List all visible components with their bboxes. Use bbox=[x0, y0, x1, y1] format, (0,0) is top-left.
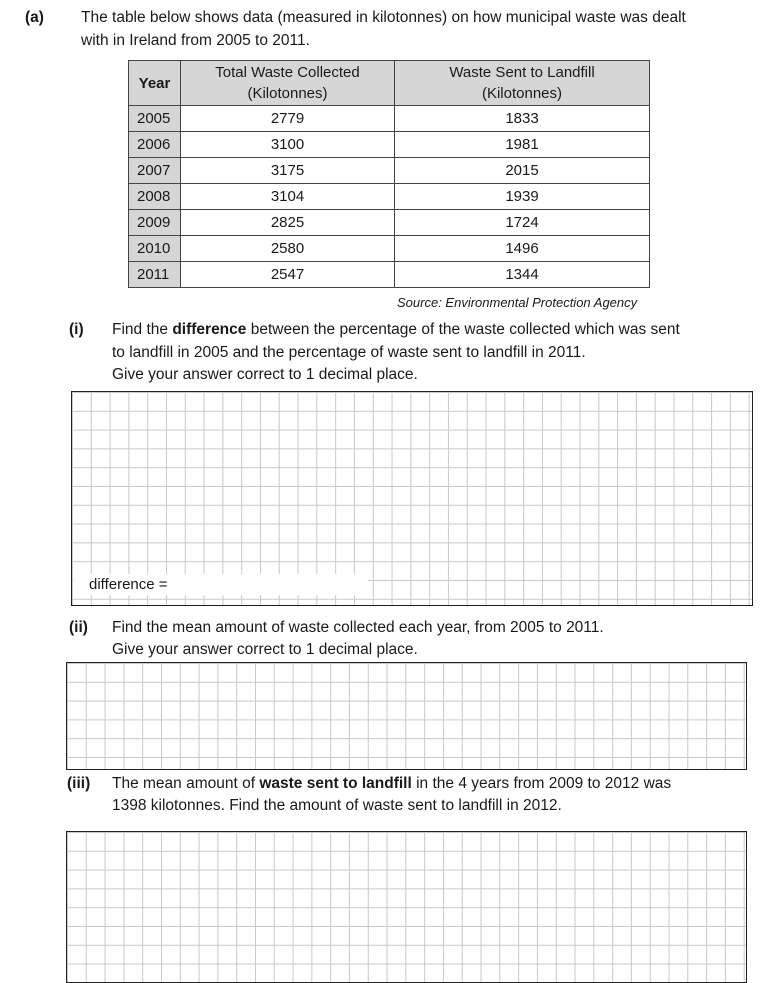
cell-landfill: 1939 bbox=[395, 184, 650, 210]
q-i-line-1 bbox=[112, 321, 680, 339]
header-total-waste bbox=[181, 61, 395, 106]
waste-data-table bbox=[128, 60, 650, 288]
part-a-label: (a) bbox=[25, 9, 44, 26]
q-iii-line-1 bbox=[112, 775, 671, 793]
q-ii-line-1: Find the mean amount of waste collected each year, from 2005 to 2011. bbox=[112, 619, 604, 636]
q-i-text-post: between the percentage of the waste collected which was sent bbox=[246, 321, 680, 338]
answer-grid-iii[interactable] bbox=[66, 831, 747, 983]
cell-landfill: 2015 bbox=[395, 158, 650, 184]
header-year: Year bbox=[129, 61, 181, 106]
q-iii-line-2: 1398 kilotonnes. Find the amount of waste sent to landfill in 2012. bbox=[112, 797, 562, 814]
q-ii-line-2: Give your answer correct to 1 decimal place. bbox=[112, 641, 418, 658]
table-row bbox=[129, 184, 650, 210]
q-i-line-2: to landfill in 2005 and the percentage of waste sent to landfill in 2011. bbox=[112, 344, 586, 361]
cell-year: 2007 bbox=[129, 158, 181, 184]
cell-total: 2580 bbox=[181, 236, 395, 262]
intro-line-2: with in Ireland from 2005 to 2011. bbox=[81, 32, 310, 49]
answer-grid-i[interactable] bbox=[71, 391, 753, 606]
cell-year: 2009 bbox=[129, 210, 181, 236]
q-iii-text-pre: The mean amount of bbox=[112, 775, 260, 792]
cell-total: 3100 bbox=[181, 132, 395, 158]
difference-label: difference = bbox=[74, 574, 368, 595]
table-row bbox=[129, 262, 650, 288]
table-source: Source: Environmental Protection Agency bbox=[397, 295, 638, 310]
table-header-row bbox=[129, 61, 650, 106]
table-row bbox=[129, 210, 650, 236]
cell-year: 2011 bbox=[129, 262, 181, 288]
cell-year: 2006 bbox=[129, 132, 181, 158]
cell-total: 3104 bbox=[181, 184, 395, 210]
q-i-text-bold: difference bbox=[172, 321, 247, 338]
cell-landfill: 1724 bbox=[395, 210, 650, 236]
table-row bbox=[129, 158, 650, 184]
table-row bbox=[129, 132, 650, 158]
cell-landfill: 1496 bbox=[395, 236, 650, 262]
header-landfill-line1: Waste Sent to Landfill bbox=[449, 64, 595, 81]
q-i-line-3: Give your answer correct to 1 decimal place. bbox=[112, 366, 418, 383]
intro-line-1: The table below shows data (measured in kilotonnes) on how municipal waste was dealt bbox=[81, 9, 686, 26]
cell-total: 2825 bbox=[181, 210, 395, 236]
q-iii-text-post: in the 4 years from 2009 to 2012 was bbox=[411, 775, 672, 792]
header-landfill-line2: (Kilotonnes) bbox=[481, 85, 563, 102]
q-iii-label: (iii) bbox=[67, 775, 91, 792]
cell-total: 3175 bbox=[181, 158, 395, 184]
cell-landfill: 1344 bbox=[395, 262, 650, 288]
cell-landfill: 1981 bbox=[395, 132, 650, 158]
header-total-line2: (Kilotonnes) bbox=[247, 85, 328, 102]
cell-total: 2779 bbox=[181, 106, 395, 132]
q-i-label: (i) bbox=[69, 321, 84, 338]
q-i-text-pre: Find the bbox=[112, 321, 173, 338]
q-iii-text-bold: waste sent to landfill bbox=[259, 775, 412, 792]
cell-year: 2010 bbox=[129, 236, 181, 262]
table-row bbox=[129, 106, 650, 132]
table-row bbox=[129, 236, 650, 262]
cell-landfill: 1833 bbox=[395, 106, 650, 132]
cell-total: 2547 bbox=[181, 262, 395, 288]
cell-year: 2008 bbox=[129, 184, 181, 210]
q-ii-label: (ii) bbox=[69, 619, 88, 636]
answer-grid-ii[interactable] bbox=[66, 662, 747, 770]
header-total-line1: Total Waste Collected bbox=[215, 64, 360, 81]
cell-year: 2005 bbox=[129, 106, 181, 132]
header-landfill bbox=[395, 61, 650, 106]
